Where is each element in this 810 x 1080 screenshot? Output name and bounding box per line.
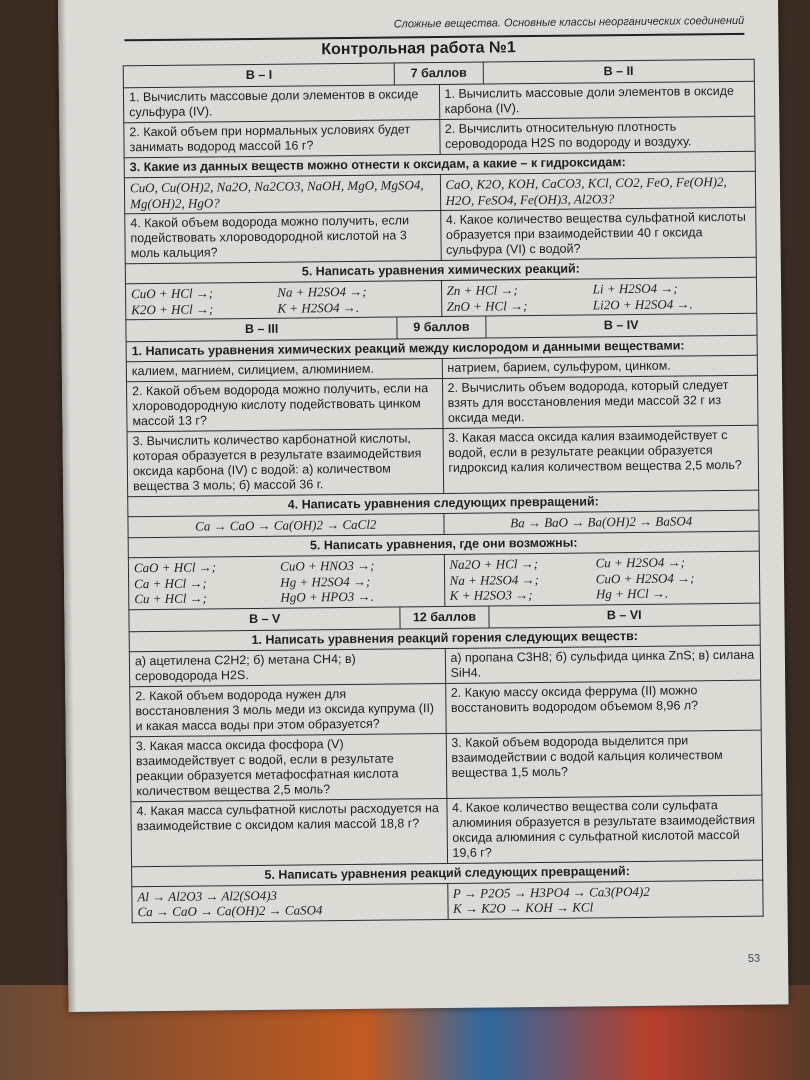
question-text: а) пропана C3H8; б) сульфида цинка ZnS; в) силана SiH4. <box>445 645 761 683</box>
question-text: 1. Написать уравнения химических реакций между кислородом и данными веществами: <box>126 336 757 363</box>
question-row <box>131 795 763 867</box>
question-text: 3. Какая масса оксида фосфора (V) взаимодействует с водой, если в результате реакции образуется метафосфатная кислота количеством вещества 2,5 моль? <box>130 733 446 801</box>
equation: CuO + H2SO4 →; <box>595 569 695 586</box>
task-heading: 5. Написать уравнения реакций следующих превращений: <box>132 860 763 887</box>
running-head: Сложные вещества. Основные классы неорганических соединений <box>393 14 745 31</box>
question-text: 2. Какой объем водорода нужен для восстановления 3 моль меди из оксида купрума (II) и какая масса воды при этом образуется? <box>130 683 446 736</box>
variant-label: В – I <box>124 63 395 87</box>
equation: Zn + HCl →; <box>446 282 518 299</box>
question-text: калием, магнием, силицием, алюминием. <box>126 359 442 382</box>
formula-text: CuO, Cu(OH)2, Na2O, Na2CO3, NaOH, MgO, MgSO4, Mg(OH)2, HgO? <box>124 175 440 214</box>
equation: P → P2O5 → H3PO4 → Ca3(PO4)2 <box>452 883 650 901</box>
task-heading: 4. Написать уравнения следующих превращений: <box>128 491 759 518</box>
equation: Ca → CaO → Ca(OH)2 → CaCl2 <box>128 514 444 538</box>
question-text: 2. Какой объем при нормальных условиях будет занимать водород массой 16 г? <box>124 120 440 158</box>
question-text: 2. Какую массу оксида феррума (II) можно восстановить водородом объемом 8,96 л? <box>445 680 761 733</box>
question-text: 2. Вычислить относительную плотность сероводорода H2S по водороду и воздуху. <box>439 116 755 154</box>
equation: K + H2SO4 →. <box>277 299 360 316</box>
question-text: 2. Какой объем водорода можно получить, если на хлороводородную кислоту подействовать цинком массой 13 г? <box>127 379 443 432</box>
equation: Li + H2SO4 →; <box>592 280 678 297</box>
task-heading: 1. Написать уравнения реакций горения следующих веществ: <box>129 625 760 652</box>
page-binding-shadow <box>58 0 77 1012</box>
equation: Cu + H2SO4 →; <box>595 554 685 571</box>
question-text: 4. Какой объем водорода можно получить, если подействовать хлороводородной кислотой на 3 моль кальция? <box>125 211 441 264</box>
formula-row <box>132 880 763 923</box>
equation: Ca → CaO → Ca(OH)2 → CaSO4 <box>137 902 323 920</box>
task-heading: 5. Написать уравнения химических реакций: <box>125 257 756 284</box>
equation: CuO + HNO3 →; <box>280 557 375 574</box>
equation: ZnO + HCl →; <box>446 297 528 314</box>
test-table <box>123 59 764 924</box>
formula-text: CaO, K2O, KOH, CaCO3, KCl, CO2, FeO, Fe(OH)2, H2O, FeSO4, Fe(OH)3, Al2O3? <box>440 171 756 210</box>
question-text: 4. Какая масса сульфатной кислоты расходуется на взаимодействие с оксидом калия массой 18,8 г? <box>131 798 447 866</box>
question-row <box>125 207 756 264</box>
equation: Cu + HCl →; <box>134 590 208 607</box>
question-text: 4. Какое количество вещества сульфатной кислоты образуется при взаимодействии 40 г оксида сульфура (VI) с водой? <box>440 207 756 260</box>
equation: Hg + HCl →. <box>595 585 669 602</box>
book-page <box>58 0 789 1012</box>
equation: Li2O + H2SO4 →. <box>592 296 693 313</box>
question-text: 3. Какой объем водорода выделится при взаимодействии с водой кальция количеством вещества 1,5 моль? <box>446 730 762 798</box>
question-text: 1. Вычислить массовые доли элементов в оксиде сульфура (IV). <box>123 85 439 123</box>
page-title: Контрольная работа №1 <box>321 39 516 59</box>
equation: Ca + HCl →; <box>134 575 207 591</box>
equation: CaO + HCl →; <box>133 559 217 576</box>
variant-label: В – III <box>126 318 397 342</box>
question-row <box>127 426 759 498</box>
test-sheet <box>123 59 764 924</box>
question-text: 2. Вычислить объем водорода, который следует взять для восстановления меди массой 32 г из оксида меди. <box>442 376 758 429</box>
points-label: 12 баллов <box>400 606 488 628</box>
equation: Al → Al2O3 → Al2(SO4)3 <box>137 887 278 904</box>
formula-row <box>128 551 760 609</box>
question-text: 3. Какая масса оксида калия взаимодействует с водой, если в результате реакции образуется гидроксид калия количеством вещества 2,5 моль? <box>443 426 759 494</box>
equation: HgO + HPO3 →. <box>280 588 374 605</box>
question-row <box>130 730 762 802</box>
points-label: 7 баллов <box>395 63 483 85</box>
question-text: 1. Вычислить массовые доли элементов в оксиде карбона (IV). <box>439 81 755 119</box>
equation: CuO + HCl →; <box>131 285 214 302</box>
equation: Hg + H2SO4 →; <box>280 573 371 590</box>
question-text: 3. Вычислить количество карбонатной кислоты, которая образуется в результате взаимодействия оксида карбона (IV) с водой: а) количеством вещества 3 моль; б) массой 36 г. <box>127 429 443 497</box>
equation: Ba → BaO → Ba(OH)2 → BaSO4 <box>443 511 759 535</box>
question-row <box>127 376 758 433</box>
question-text: натрием, барием, сульфуром, цинком. <box>442 356 758 379</box>
variant-label: В – VI <box>606 607 642 623</box>
variant-label: В – II <box>603 63 634 79</box>
equation: K2O + HCl →; <box>131 301 214 318</box>
task-heading: 5. Написать уравнения, где они возможны: <box>128 531 759 558</box>
page-number: 53 <box>747 952 761 965</box>
question-text: 3. Какие из данных веществ можно отнести к оксидам, а какие – к гидроксидам: <box>124 151 755 178</box>
equation: K → K2O → KOH → KCl <box>452 899 594 917</box>
question-row <box>130 680 761 737</box>
question-text: 4. Какое количество вещества соли сульфата алюминия образуется в результате взаимодействия оксида алюминия с сульфатной кислотой массой 19,6 г? <box>446 795 762 863</box>
equation: Na + H2SO4 →; <box>449 571 539 588</box>
variant-label: В – IV <box>603 318 639 333</box>
question-text: а) ацетилена C2H2; б) метана CH4; в) сероводорода H2S. <box>129 648 445 686</box>
equation: Na2O + HCl →; <box>449 555 539 572</box>
equation: Na + H2SO4 →; <box>277 283 367 300</box>
variant-label: В – V <box>129 607 400 631</box>
equation: K + H2SO3 →; <box>449 587 533 604</box>
points-label: 9 баллов <box>397 317 485 339</box>
